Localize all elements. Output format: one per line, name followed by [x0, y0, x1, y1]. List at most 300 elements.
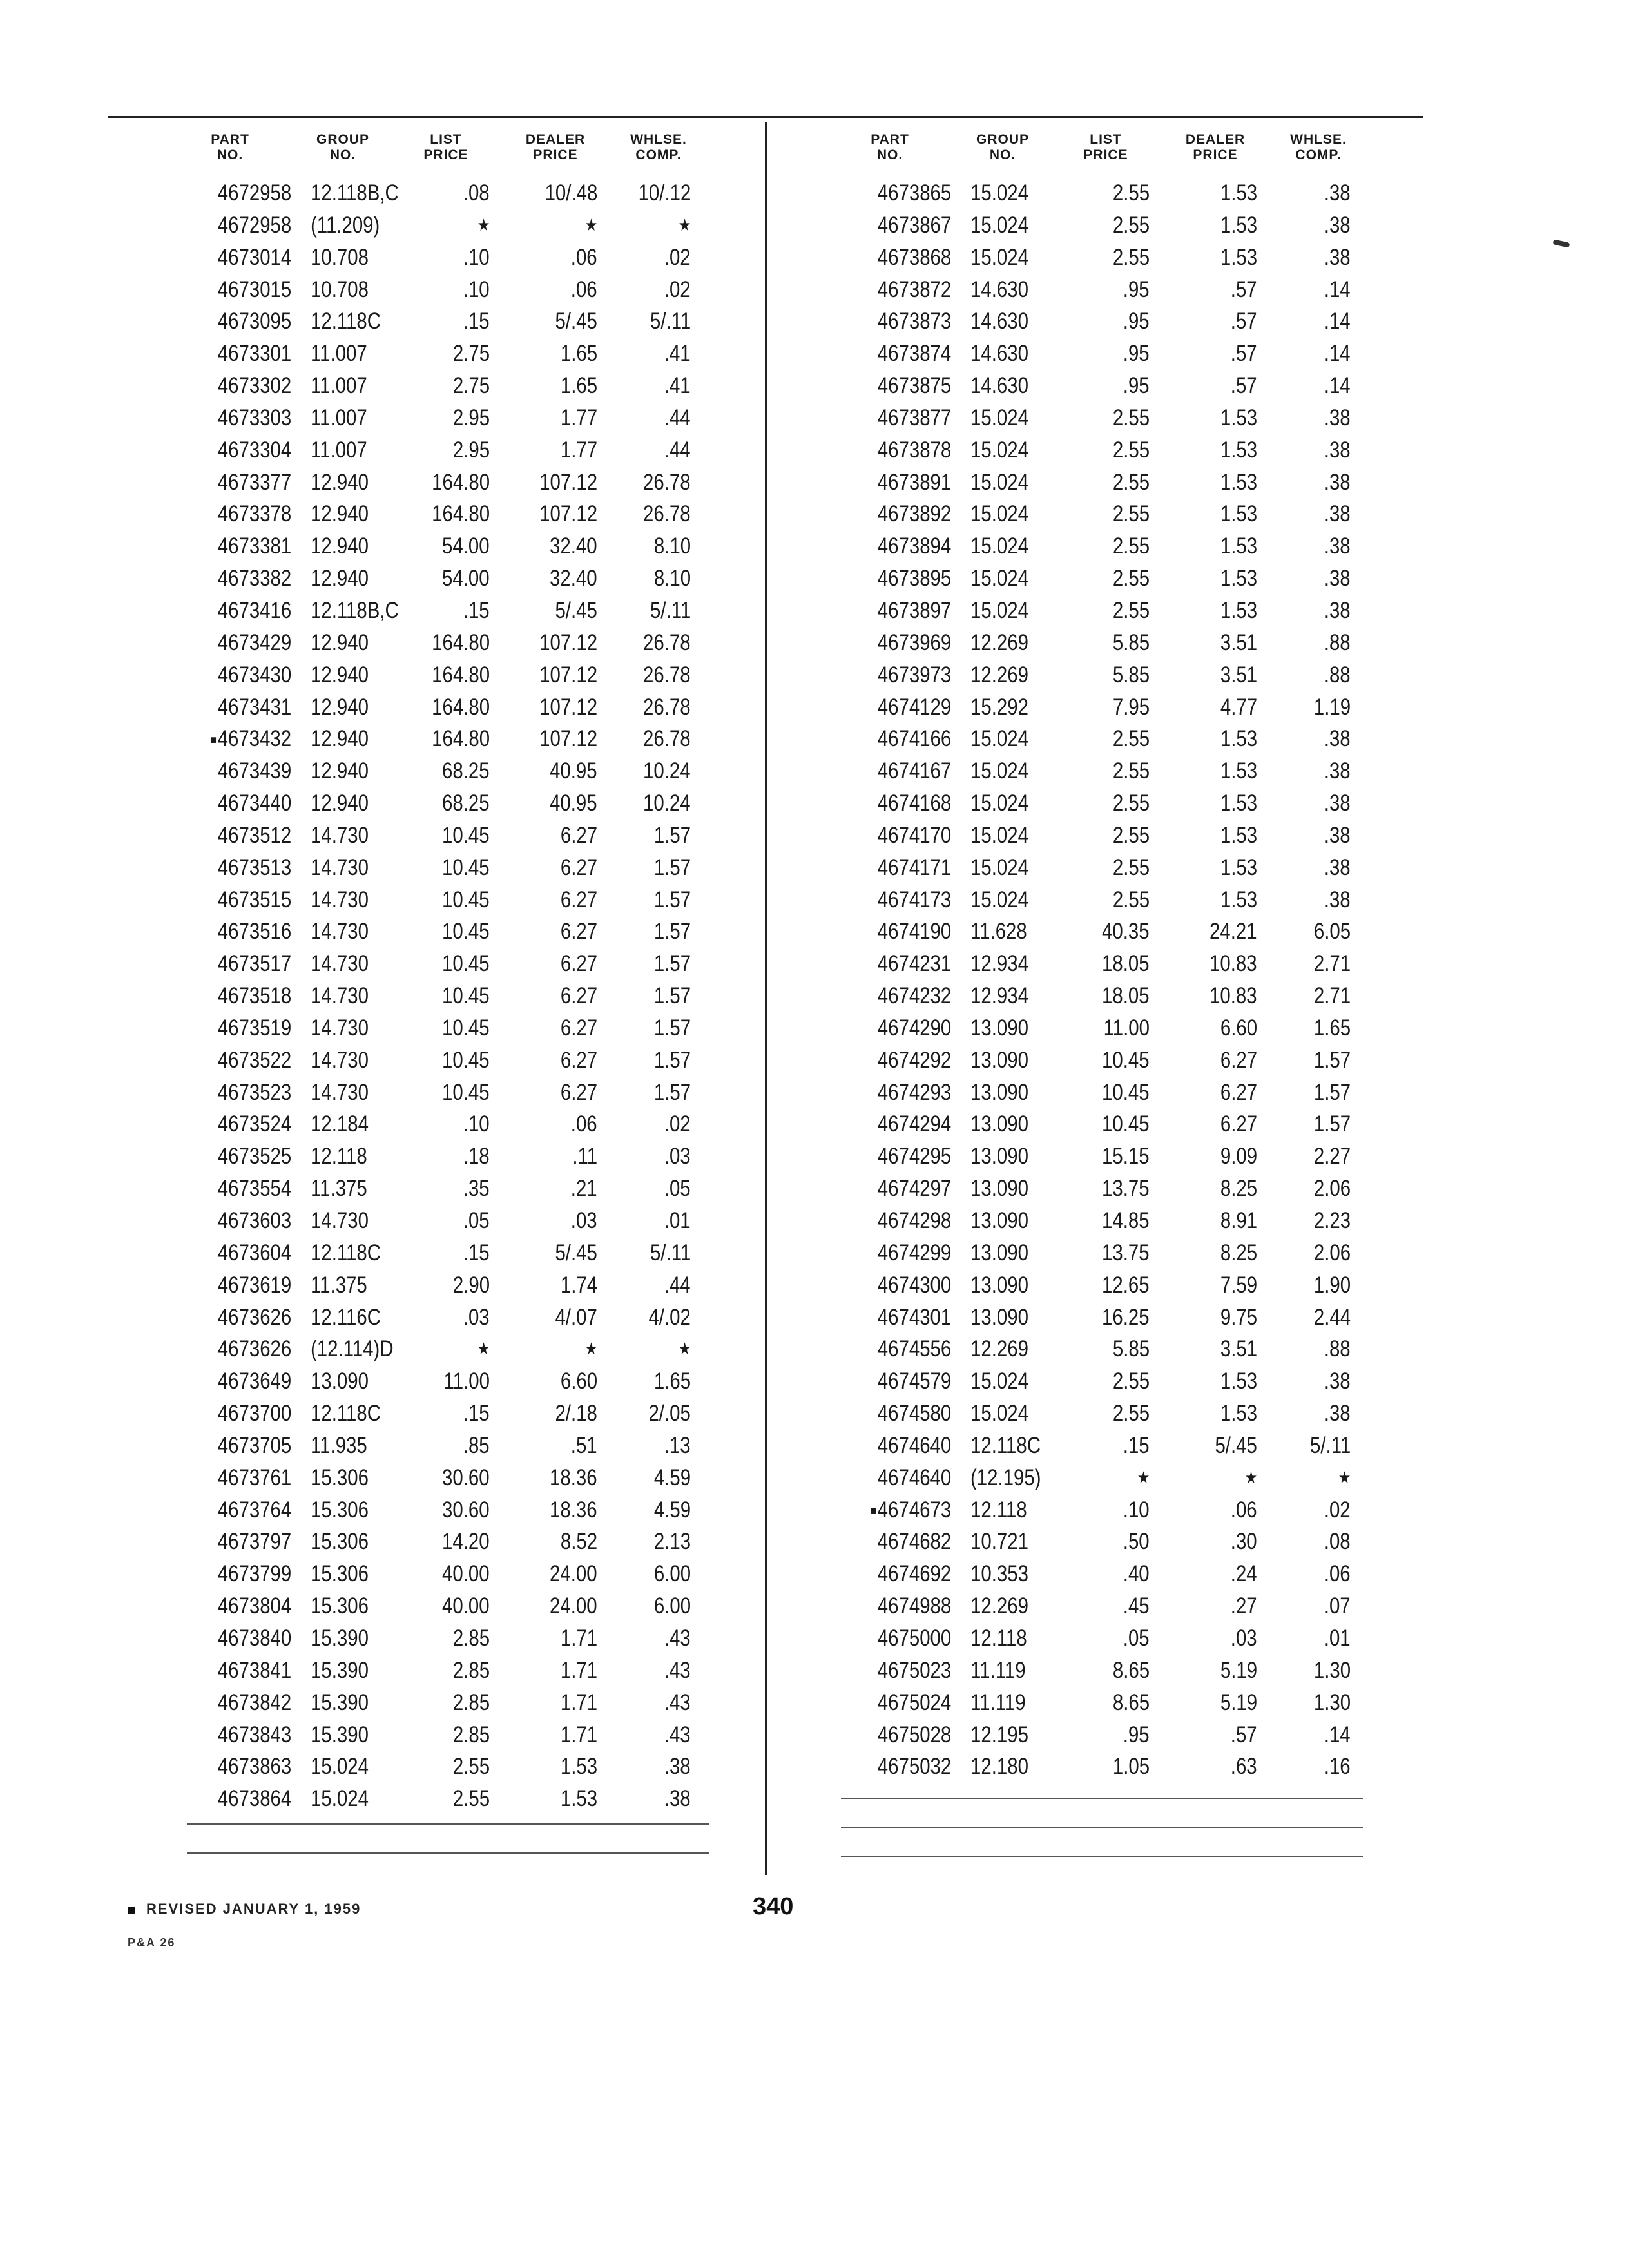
list-price: 2.55 [1112, 180, 1150, 206]
dealer-price: .51 [571, 1432, 597, 1458]
header-whlse-comp: WHLSE. COMP. [630, 132, 687, 162]
list-price: 2.55 [1112, 726, 1150, 752]
table-row [169, 627, 717, 659]
part-number: 4673518 [217, 983, 291, 1009]
group-number: 12.940 [311, 469, 369, 495]
part-number: 4673841 [217, 1657, 291, 1683]
table-row [169, 338, 717, 370]
table-row [829, 1012, 1376, 1044]
list-price: 40.00 [442, 1561, 490, 1587]
dealer-price: 1.74 [560, 1272, 597, 1298]
dealer-price: 6.27 [560, 1015, 597, 1041]
group-number: 15.306 [311, 1593, 369, 1619]
part-number: 4673874 [877, 341, 951, 367]
part-number: 4673416 [217, 597, 291, 623]
list-price: .95 [1123, 1722, 1150, 1747]
list-price: .15 [463, 309, 490, 334]
dealer-price: 2/.18 [555, 1401, 597, 1427]
dealer-price: 1.53 [1220, 566, 1257, 591]
group-number: 13.090 [311, 1369, 369, 1394]
table-row [829, 820, 1376, 852]
part-number: 4673797 [217, 1529, 291, 1555]
list-price: 12.65 [1102, 1272, 1150, 1298]
list-price: .40 [1123, 1561, 1150, 1587]
part-number: 4673517 [217, 951, 291, 977]
header-part-no: PART NO. [871, 132, 909, 162]
group-number: 12.118 [970, 1625, 1027, 1651]
table-row [829, 691, 1376, 724]
part-number: 4673519 [217, 1015, 291, 1041]
part-number: 4673554 [217, 1176, 291, 1202]
dealer-price: 8.52 [560, 1529, 597, 1555]
group-number: 14.730 [311, 951, 369, 977]
table-row [829, 305, 1376, 338]
dealer-price: .06 [1231, 1497, 1257, 1523]
group-number: 14.730 [311, 1079, 369, 1105]
dealer-price: .57 [1231, 309, 1257, 334]
form-code: P&A 26 [128, 1936, 176, 1949]
group-number: 13.090 [970, 1015, 1028, 1041]
part-number: 4674682 [877, 1529, 951, 1555]
part-number: 4674166 [877, 726, 951, 752]
group-number: 12.269 [970, 662, 1028, 687]
table-row [829, 402, 1376, 434]
revision-note-text: REVISED JANUARY 1, 1959 [146, 1901, 361, 1917]
table-row [829, 1205, 1376, 1237]
list-price: .15 [463, 1240, 490, 1265]
whlse-comp: .38 [1324, 887, 1351, 912]
list-price: 2.55 [1112, 887, 1150, 912]
group-number: 15.024 [970, 501, 1028, 527]
part-number: 4673429 [217, 629, 291, 655]
part-number: 4673705 [217, 1432, 291, 1458]
whlse-comp: .38 [1324, 405, 1351, 430]
dealer-price: 24.00 [550, 1593, 597, 1619]
list-price: .10 [463, 1111, 490, 1137]
group-number: 11.007 [311, 373, 367, 399]
group-number: 12.116C [311, 1304, 381, 1330]
part-number: 4673892 [877, 501, 951, 527]
table-row [829, 627, 1376, 659]
table-row [829, 1494, 1376, 1526]
whlse-comp: 1.57 [653, 887, 691, 912]
table-row [829, 1077, 1376, 1109]
dealer-price: 6.27 [1220, 1111, 1257, 1137]
group-number: 12.118B,C [311, 597, 399, 623]
group-number: (12.114)D [311, 1336, 394, 1362]
dealer-price: 1.53 [1220, 887, 1257, 912]
table-row [169, 209, 717, 242]
group-number: 15.024 [970, 726, 1028, 752]
whlse-comp: 1.30 [1313, 1657, 1351, 1683]
table-row [829, 1462, 1376, 1494]
group-number: 12.940 [311, 662, 369, 687]
group-number: 12.940 [311, 629, 369, 655]
list-price: 10.45 [442, 854, 490, 880]
table-row [169, 980, 717, 1012]
list-price: 18.05 [1102, 951, 1150, 977]
part-number: 4674298 [877, 1208, 951, 1233]
group-number: 15.024 [970, 405, 1028, 430]
table-body [829, 177, 1376, 1783]
table-row [169, 1558, 717, 1590]
dealer-price: .21 [571, 1176, 597, 1202]
dealer-price: 6.60 [1220, 1015, 1257, 1041]
group-number: 15.024 [970, 1369, 1028, 1394]
list-price: 10.45 [442, 1015, 490, 1041]
dealer-price: 24.00 [550, 1561, 597, 1587]
dealer-price: .57 [1231, 276, 1257, 302]
table-row [829, 562, 1376, 595]
whlse-comp: 2.71 [1313, 983, 1351, 1009]
dealer-price: 9.75 [1220, 1304, 1257, 1330]
header-part-no: PART NO. [211, 132, 249, 162]
dealer-price: 24.21 [1210, 919, 1257, 945]
group-number: 14.730 [311, 1047, 369, 1073]
dealer-price: 7.59 [1220, 1272, 1257, 1298]
group-number: 14.730 [311, 1208, 369, 1233]
whlse-comp: .38 [1324, 822, 1351, 848]
list-price: 2.55 [1112, 597, 1150, 623]
list-price: 2.85 [452, 1625, 490, 1651]
group-number: 15.390 [311, 1722, 369, 1747]
list-price: 2.85 [452, 1722, 490, 1747]
whlse-comp: .05 [664, 1176, 691, 1202]
part-number: 4674167 [877, 758, 951, 784]
whlse-comp: ★ [1338, 1467, 1351, 1487]
dealer-price: .57 [1231, 373, 1257, 399]
whlse-comp: .44 [664, 437, 691, 463]
whlse-comp: .14 [1324, 341, 1351, 367]
list-price: .18 [463, 1144, 490, 1169]
whlse-comp: 5/.11 [650, 1240, 691, 1265]
dealer-price: 1.53 [1220, 726, 1257, 752]
whlse-comp: .44 [664, 1272, 691, 1298]
table-row [169, 1077, 717, 1109]
group-number: 15.306 [311, 1465, 369, 1490]
part-number: 4673603 [217, 1208, 291, 1233]
table-row [829, 209, 1376, 242]
table-row [169, 1687, 717, 1719]
part-number: 4674170 [877, 822, 951, 848]
group-number: 14.730 [311, 887, 369, 912]
table-row [829, 1751, 1376, 1783]
whlse-comp: .38 [1324, 180, 1351, 206]
list-price: 2.75 [452, 341, 490, 367]
dealer-price: 1.53 [1220, 244, 1257, 270]
whlse-comp: 8.10 [653, 566, 691, 591]
part-number: 4673649 [217, 1369, 291, 1394]
list-price: 54.00 [442, 566, 490, 591]
list-price: 40.35 [1102, 919, 1150, 945]
whlse-comp: .43 [664, 1689, 691, 1715]
part-number: 4673891 [877, 469, 951, 495]
whlse-comp: 5/.11 [650, 597, 691, 623]
list-price: 2.95 [452, 405, 490, 430]
table-row [169, 787, 717, 820]
part-number: 4674173 [877, 887, 951, 912]
group-number: 15.306 [311, 1497, 369, 1523]
table-row [829, 659, 1376, 691]
dealer-price: 10/.48 [545, 180, 597, 206]
group-number: 13.090 [970, 1144, 1028, 1169]
whlse-comp: ★ [678, 215, 691, 235]
dealer-price: 1.71 [560, 1722, 597, 1747]
table-row [169, 884, 717, 916]
dealer-price: 6.27 [1220, 1079, 1257, 1105]
list-price: 11.00 [1103, 1015, 1150, 1041]
table-row [169, 1430, 717, 1462]
table-row [829, 1140, 1376, 1173]
whlse-comp: .14 [1324, 1722, 1351, 1747]
group-number: 13.090 [970, 1079, 1028, 1105]
table-row [169, 1751, 717, 1783]
table-row [169, 659, 717, 691]
group-number: 12.184 [311, 1111, 369, 1137]
table-row [169, 562, 717, 595]
group-number: 14.630 [970, 309, 1028, 334]
list-price: 164.80 [432, 501, 490, 527]
group-number: 15.024 [311, 1754, 369, 1780]
dealer-price: 1.53 [1220, 533, 1257, 559]
group-number: 15.390 [311, 1625, 369, 1651]
whlse-comp: 1.30 [1313, 1689, 1351, 1715]
header-list-price: LIST PRICE [423, 132, 468, 162]
dealer-price: .57 [1231, 1722, 1257, 1747]
part-number: 4673523 [217, 1079, 291, 1105]
dealer-price: 18.36 [550, 1465, 597, 1490]
list-price: 30.60 [442, 1465, 490, 1490]
group-number: 12.269 [970, 1336, 1028, 1362]
list-price: 2.55 [1112, 533, 1150, 559]
list-price: 2.55 [1112, 437, 1150, 463]
list-price: 2.55 [1112, 566, 1150, 591]
whlse-comp: .14 [1324, 373, 1351, 399]
whlse-comp: .01 [1324, 1625, 1351, 1651]
part-number: 4675032 [877, 1754, 951, 1780]
dealer-price: 40.95 [550, 758, 597, 784]
whlse-comp: .38 [1324, 501, 1351, 527]
dealer-price: 6.27 [560, 951, 597, 977]
table-row [169, 916, 717, 948]
dealer-price: 107.12 [539, 501, 597, 527]
list-price: 2.55 [1112, 405, 1150, 430]
table-row [829, 1430, 1376, 1462]
group-number: 12.940 [311, 758, 369, 784]
group-number: 11.007 [311, 437, 367, 463]
whlse-comp: 2.06 [1313, 1176, 1351, 1202]
whlse-comp: .38 [1324, 566, 1351, 591]
part-number: 4674300 [877, 1272, 951, 1298]
group-number: 12.940 [311, 533, 369, 559]
dealer-price: 1.53 [1220, 822, 1257, 848]
group-number: 13.090 [970, 1176, 1028, 1202]
part-number: 4673840 [217, 1625, 291, 1651]
dealer-price: 1.71 [560, 1657, 597, 1683]
dealer-price: .63 [1231, 1754, 1257, 1780]
whlse-comp: 5/.11 [650, 309, 691, 334]
table-row [169, 595, 717, 627]
whlse-comp: .43 [664, 1657, 691, 1683]
revised-marker: ■ [870, 1504, 876, 1517]
part-number: 4674301 [877, 1304, 951, 1330]
part-number: 4673378 [217, 501, 291, 527]
whlse-comp: 4.59 [653, 1497, 691, 1523]
part-number: 4674988 [877, 1593, 951, 1619]
list-price: 16.25 [1102, 1304, 1150, 1330]
group-number: 15.292 [970, 694, 1028, 720]
table-row [829, 242, 1376, 274]
part-number: 4673878 [877, 437, 951, 463]
part-number: 4673431 [217, 694, 291, 720]
part-number: 4673302 [217, 373, 291, 399]
group-number: 10.708 [311, 276, 369, 302]
table-row [829, 884, 1376, 916]
list-price: 2.55 [1112, 854, 1150, 880]
list-price: .10 [1123, 1497, 1150, 1523]
part-number: 4673513 [217, 854, 291, 880]
table-row [829, 1269, 1376, 1302]
list-price: 54.00 [442, 533, 490, 559]
table-row [829, 274, 1376, 306]
whlse-comp: 26.78 [643, 469, 691, 495]
group-number: 15.024 [311, 1786, 369, 1812]
part-number: 4674580 [877, 1401, 951, 1427]
dealer-price: ★ [584, 1339, 597, 1359]
list-price: 1.05 [1112, 1754, 1150, 1780]
part-number: 4673381 [217, 533, 291, 559]
part-number: 4673804 [217, 1593, 291, 1619]
group-number: 15.024 [970, 469, 1028, 495]
list-price: .95 [1123, 276, 1150, 302]
list-price: 5.85 [1112, 662, 1150, 687]
group-number: 13.090 [970, 1240, 1028, 1265]
table-row [829, 980, 1376, 1012]
group-number: 13.090 [970, 1208, 1028, 1233]
list-price: 30.60 [442, 1497, 490, 1523]
whlse-comp: .02 [664, 276, 691, 302]
part-number-text: 4674673 [877, 1497, 951, 1523]
table-row [169, 1365, 717, 1398]
part-number: 4673301 [217, 341, 291, 367]
list-price: 2.55 [1112, 1369, 1150, 1394]
whlse-comp: .38 [664, 1754, 691, 1780]
group-number: 12.195 [970, 1722, 1028, 1747]
whlse-comp: .38 [1324, 437, 1351, 463]
list-price: 68.25 [442, 758, 490, 784]
group-number: (11.209) [311, 212, 380, 238]
list-price: 10.45 [1102, 1079, 1150, 1105]
group-number: 11.119 [970, 1657, 1026, 1683]
group-number: 12.934 [970, 983, 1028, 1009]
list-price: .15 [463, 1401, 490, 1427]
group-number: 10.708 [311, 244, 369, 270]
whlse-comp: 1.57 [653, 822, 691, 848]
whlse-comp: .14 [1324, 309, 1351, 334]
blank-entry-line [841, 1856, 1363, 1857]
part-number: 4673512 [217, 822, 291, 848]
list-price: 10.45 [442, 1047, 490, 1073]
group-number: 14.630 [970, 276, 1028, 302]
dealer-price: 1.71 [560, 1689, 597, 1715]
dealer-price: 107.12 [539, 726, 597, 752]
table-row [169, 852, 717, 884]
revised-marker-icon [128, 1907, 135, 1914]
table-row [169, 1140, 717, 1173]
part-number: 4674171 [877, 854, 951, 880]
whlse-comp: ★ [678, 1339, 691, 1359]
part-number: 4673873 [877, 309, 951, 334]
group-number: 12.940 [311, 694, 369, 720]
group-number: 12.940 [311, 791, 369, 816]
list-price: .10 [463, 276, 490, 302]
dealer-price: 1.77 [560, 405, 597, 430]
part-number: 4674129 [877, 694, 951, 720]
group-number: 15.024 [970, 1401, 1028, 1427]
list-price: .15 [463, 597, 490, 623]
dealer-price: 5/.45 [555, 597, 597, 623]
part-number: 4673969 [877, 629, 951, 655]
part-number: 4673875 [877, 373, 951, 399]
dealer-price: 5/.45 [555, 1240, 597, 1265]
list-price: 18.05 [1102, 983, 1150, 1009]
part-number: 4674290 [877, 1015, 951, 1041]
group-number: 15.024 [970, 822, 1028, 848]
dealer-price: .06 [571, 244, 597, 270]
table-row [169, 1333, 717, 1365]
part-number: 4673872 [877, 276, 951, 302]
table-row [169, 691, 717, 724]
group-number: 10.721 [970, 1529, 1028, 1555]
dealer-price: 5/.45 [555, 309, 597, 334]
table-row [829, 1655, 1376, 1687]
ink-smudge [1552, 239, 1570, 247]
table-row [829, 723, 1376, 755]
dealer-price: .27 [1231, 1593, 1257, 1619]
group-number: 11.119 [970, 1689, 1026, 1715]
part-number: 4673303 [217, 405, 291, 430]
group-number: 12.118C [311, 1240, 381, 1265]
group-number: 13.090 [970, 1272, 1028, 1298]
whlse-comp: .14 [1324, 276, 1351, 302]
table-row [829, 434, 1376, 466]
dealer-price: .03 [1231, 1625, 1257, 1651]
table-row [829, 1302, 1376, 1334]
dealer-price: 107.12 [539, 662, 597, 687]
list-price: 164.80 [432, 726, 490, 752]
part-number: 4674579 [877, 1369, 951, 1394]
part-number: 4673439 [217, 758, 291, 784]
table-row [829, 466, 1376, 499]
group-number: 14.730 [311, 1015, 369, 1041]
group-number: 15.024 [970, 180, 1028, 206]
dealer-price: 18.36 [550, 1497, 597, 1523]
whlse-comp: 1.57 [653, 919, 691, 945]
part-number: 4673863 [217, 1754, 291, 1780]
table-row [169, 1269, 717, 1302]
table-row [169, 305, 717, 338]
part-number: 4673864 [217, 1786, 291, 1812]
table-row [829, 370, 1376, 402]
table-row [829, 1044, 1376, 1077]
whlse-comp: 4/.02 [648, 1304, 691, 1330]
dealer-price: 4/.07 [555, 1304, 597, 1330]
dealer-price: 1.53 [560, 1786, 597, 1812]
group-number: 11.935 [311, 1432, 367, 1458]
list-price: 68.25 [442, 791, 490, 816]
part-number: 4675000 [877, 1625, 951, 1651]
list-price: 10.45 [442, 983, 490, 1009]
